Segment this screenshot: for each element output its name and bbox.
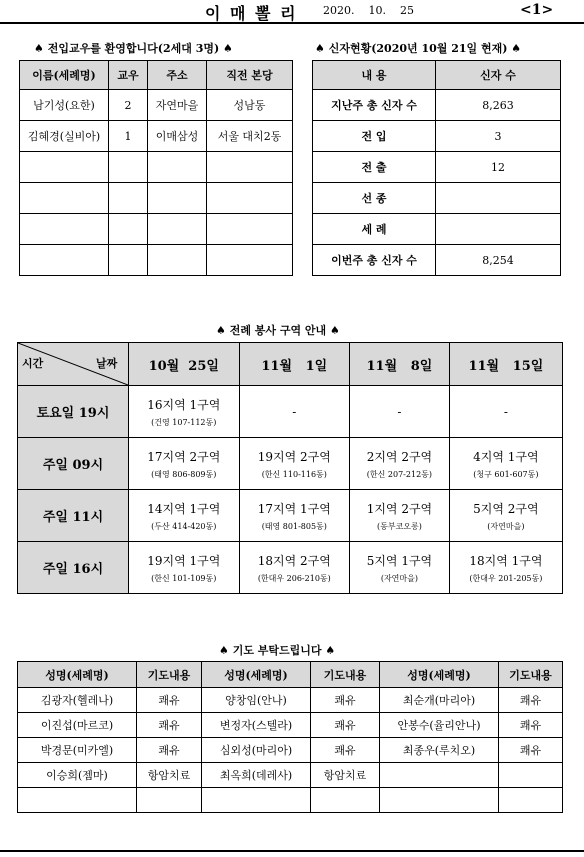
corner-cell bbox=[18, 343, 129, 386]
cell bbox=[137, 788, 202, 813]
zone-sub: (두산 414-420동) bbox=[151, 521, 217, 531]
members-header-row bbox=[313, 61, 561, 90]
welcome-title: ♠ 전입교우를 환영합니다(2세대 3명) ♠ bbox=[34, 42, 233, 55]
cell: 항암치료 bbox=[137, 763, 202, 788]
bottom-rule bbox=[0, 850, 584, 852]
cell: 김혜경(실비아) bbox=[20, 121, 109, 152]
table-row bbox=[313, 183, 561, 214]
time-label: 주일 11시 bbox=[18, 490, 129, 542]
zone-cell bbox=[129, 438, 240, 490]
liturgy-header-row bbox=[18, 343, 563, 386]
cell: 박경문(미카엘) bbox=[18, 738, 137, 763]
col-prev-parish: 직전 본당 bbox=[207, 61, 293, 90]
row-value: 3 bbox=[436, 121, 561, 152]
zone-main: 4지역 1구역 bbox=[473, 449, 539, 464]
zone-sub: (청구 601-607동) bbox=[473, 469, 539, 479]
header-bar bbox=[0, 0, 584, 24]
cell bbox=[148, 152, 207, 183]
corner-date-label: 날짜 bbox=[96, 357, 118, 370]
cell: 자연마을 bbox=[148, 90, 207, 121]
row-value: 12 bbox=[436, 152, 561, 183]
zone-cell bbox=[449, 438, 562, 490]
time-label: 주일 09시 bbox=[18, 438, 129, 490]
cell: 쾌유 bbox=[311, 713, 380, 738]
table-row bbox=[18, 438, 563, 490]
table-row bbox=[18, 713, 563, 738]
cell: 최종우(루치오) bbox=[380, 738, 499, 763]
cell: 최옥희(데레사) bbox=[202, 763, 311, 788]
table-row bbox=[313, 90, 561, 121]
zone-cell bbox=[350, 438, 450, 490]
zone-cell bbox=[449, 386, 562, 438]
cell bbox=[380, 763, 499, 788]
zone-main: 5지역 2구역 bbox=[473, 501, 539, 516]
cell bbox=[207, 152, 293, 183]
cell: 쾌유 bbox=[137, 713, 202, 738]
cell: 최순개(마리아) bbox=[380, 688, 499, 713]
table-row bbox=[20, 152, 293, 183]
cell: 2 bbox=[109, 90, 148, 121]
cell: 이매삼성 bbox=[148, 121, 207, 152]
cell: 변정자(스텔라) bbox=[202, 713, 311, 738]
cell bbox=[109, 214, 148, 245]
zone-main: 2지역 2구역 bbox=[366, 449, 433, 464]
cell: 이진섭(마르코) bbox=[18, 713, 137, 738]
col-prayer: 기도내용 bbox=[499, 662, 563, 688]
table-row bbox=[18, 386, 563, 438]
col-member-count: 신자 수 bbox=[436, 61, 561, 90]
cell bbox=[499, 763, 563, 788]
zone-main: - bbox=[292, 404, 297, 419]
zone-cell bbox=[239, 438, 350, 490]
time-label: 주일 16시 bbox=[18, 542, 129, 594]
table-row bbox=[20, 245, 293, 276]
cell: 김광자(헬레나) bbox=[18, 688, 137, 713]
cell bbox=[148, 214, 207, 245]
table-row bbox=[20, 121, 293, 152]
row-value bbox=[436, 183, 561, 214]
welcome-table bbox=[19, 60, 293, 276]
cell: 쾌유 bbox=[499, 688, 563, 713]
zone-main: 1지역 2구역 bbox=[366, 501, 433, 516]
zone-main: 14지역 1구역 bbox=[147, 501, 221, 516]
col-prayer: 기도내용 bbox=[311, 662, 380, 688]
cell: 성남동 bbox=[207, 90, 293, 121]
cell: 서울 대치2동 bbox=[207, 121, 293, 152]
cell: 1 bbox=[109, 121, 148, 152]
date-col: 10월 25일 bbox=[129, 343, 240, 386]
row-label: 전 입 bbox=[313, 121, 436, 152]
col-content: 내 용 bbox=[313, 61, 436, 90]
cell bbox=[20, 245, 109, 276]
zone-main: 19지역 1구역 bbox=[147, 553, 221, 568]
liturgy-title: ♠ 전례 봉사 구역 안내 ♠ bbox=[216, 324, 340, 337]
zone-cell bbox=[239, 490, 350, 542]
zone-cell bbox=[129, 542, 240, 594]
table-row bbox=[18, 788, 563, 813]
cell bbox=[148, 245, 207, 276]
zone-cell bbox=[239, 542, 350, 594]
zone-cell bbox=[449, 490, 562, 542]
cell: 남기성(요한) bbox=[20, 90, 109, 121]
row-label: 전 출 bbox=[313, 152, 436, 183]
bulletin-title: 이 매 뽈 리 bbox=[205, 4, 298, 23]
zone-sub: (한신 110-116동) bbox=[261, 469, 327, 479]
col-address: 주소 bbox=[148, 61, 207, 90]
cell bbox=[148, 183, 207, 214]
welcome-header-row bbox=[20, 61, 293, 90]
table-row bbox=[18, 763, 563, 788]
prayer-table bbox=[17, 661, 563, 813]
table-row bbox=[313, 152, 561, 183]
table-row bbox=[313, 245, 561, 276]
cell: 항암치료 bbox=[311, 763, 380, 788]
page-number: <1> bbox=[520, 2, 554, 18]
prayer-header-row bbox=[18, 662, 563, 688]
cell: 쾌유 bbox=[137, 688, 202, 713]
col-name: 성명(세례명) bbox=[18, 662, 137, 688]
cell: 쾌유 bbox=[499, 713, 563, 738]
col-name: 성명(세례명) bbox=[202, 662, 311, 688]
cell: 양창임(안나) bbox=[202, 688, 311, 713]
date-col: 11월 15일 bbox=[449, 343, 562, 386]
cell: 심외성(마리아) bbox=[202, 738, 311, 763]
zone-cell bbox=[350, 542, 450, 594]
row-label: 선 종 bbox=[313, 183, 436, 214]
zone-sub: (동부코오롱) bbox=[376, 521, 422, 531]
row-value: 8,263 bbox=[436, 90, 561, 121]
zone-cell bbox=[129, 386, 240, 438]
table-row bbox=[18, 738, 563, 763]
zone-main: 5지역 1구역 bbox=[366, 553, 433, 568]
cell bbox=[207, 183, 293, 214]
time-label: 토요일 19시 bbox=[18, 386, 129, 438]
zone-sub: (건영 107-112동) bbox=[151, 417, 217, 427]
table-row bbox=[20, 90, 293, 121]
zone-main: 17지역 1구역 bbox=[257, 501, 331, 516]
zone-cell bbox=[350, 490, 450, 542]
cell bbox=[311, 788, 380, 813]
table-row bbox=[20, 214, 293, 245]
members-table bbox=[312, 60, 561, 276]
prayer-title: ♠ 기도 부탁드립니다 ♠ bbox=[219, 644, 336, 657]
cell bbox=[18, 788, 137, 813]
cell bbox=[20, 152, 109, 183]
corner-time-label: 시간 bbox=[22, 357, 44, 370]
table-row bbox=[313, 121, 561, 152]
bulletin-date: 2020. 10. 25 bbox=[323, 4, 414, 17]
zone-sub: (태영 806-809동) bbox=[151, 469, 217, 479]
cell bbox=[109, 245, 148, 276]
table-row bbox=[313, 214, 561, 245]
row-label: 세 례 bbox=[313, 214, 436, 245]
col-prayer: 기도내용 bbox=[137, 662, 202, 688]
row-value bbox=[436, 214, 561, 245]
zone-sub: (한대우 201-205동) bbox=[469, 573, 543, 583]
cell bbox=[109, 152, 148, 183]
table-row bbox=[18, 688, 563, 713]
zone-main: 16지역 1구역 bbox=[147, 397, 221, 412]
zone-sub: (태영 801-805동) bbox=[261, 521, 327, 531]
liturgy-table bbox=[17, 342, 563, 594]
date-col: 11월 8일 bbox=[350, 343, 450, 386]
zone-main: 18지역 1구역 bbox=[469, 553, 543, 568]
date-col: 11월 1일 bbox=[239, 343, 350, 386]
zone-cell bbox=[239, 386, 350, 438]
zone-cell bbox=[350, 386, 450, 438]
cell: 쾌유 bbox=[311, 738, 380, 763]
cell: 안봉수(율리안나) bbox=[380, 713, 499, 738]
zone-main: 18지역 2구역 bbox=[257, 553, 331, 568]
cell bbox=[20, 214, 109, 245]
cell bbox=[20, 183, 109, 214]
zone-main: - bbox=[397, 404, 402, 419]
col-name: 이름(세례명) bbox=[20, 61, 109, 90]
table-row bbox=[18, 542, 563, 594]
zone-sub: (자연마을) bbox=[380, 573, 418, 583]
zone-main: 19지역 2구역 bbox=[257, 449, 331, 464]
cell: 쾌유 bbox=[137, 738, 202, 763]
zone-main: - bbox=[503, 404, 508, 419]
row-label: 지난주 총 신자 수 bbox=[313, 90, 436, 121]
cell: 쾌유 bbox=[499, 738, 563, 763]
col-count: 교우 bbox=[109, 61, 148, 90]
cell bbox=[207, 214, 293, 245]
zone-sub: (한대우 206-210동) bbox=[257, 573, 331, 583]
cell: 이승희(젬마) bbox=[18, 763, 137, 788]
cell bbox=[109, 183, 148, 214]
col-name: 성명(세례명) bbox=[380, 662, 499, 688]
zone-cell bbox=[449, 542, 562, 594]
table-row bbox=[18, 490, 563, 542]
row-label: 이번주 총 신자 수 bbox=[313, 245, 436, 276]
zone-sub: (자연마을) bbox=[487, 521, 525, 531]
cell bbox=[202, 788, 311, 813]
zone-main: 17지역 2구역 bbox=[147, 449, 221, 464]
cell bbox=[499, 788, 563, 813]
cell: 쾌유 bbox=[311, 688, 380, 713]
zone-sub: (한신 207-212동) bbox=[366, 469, 433, 479]
cell bbox=[380, 788, 499, 813]
cell bbox=[207, 245, 293, 276]
members-title: ♠ 신자현황(2020년 10월 21일 현재) ♠ bbox=[315, 42, 522, 55]
zone-cell bbox=[129, 490, 240, 542]
row-value: 8,254 bbox=[436, 245, 561, 276]
table-row bbox=[20, 183, 293, 214]
zone-sub: (한신 101-109동) bbox=[151, 573, 217, 583]
